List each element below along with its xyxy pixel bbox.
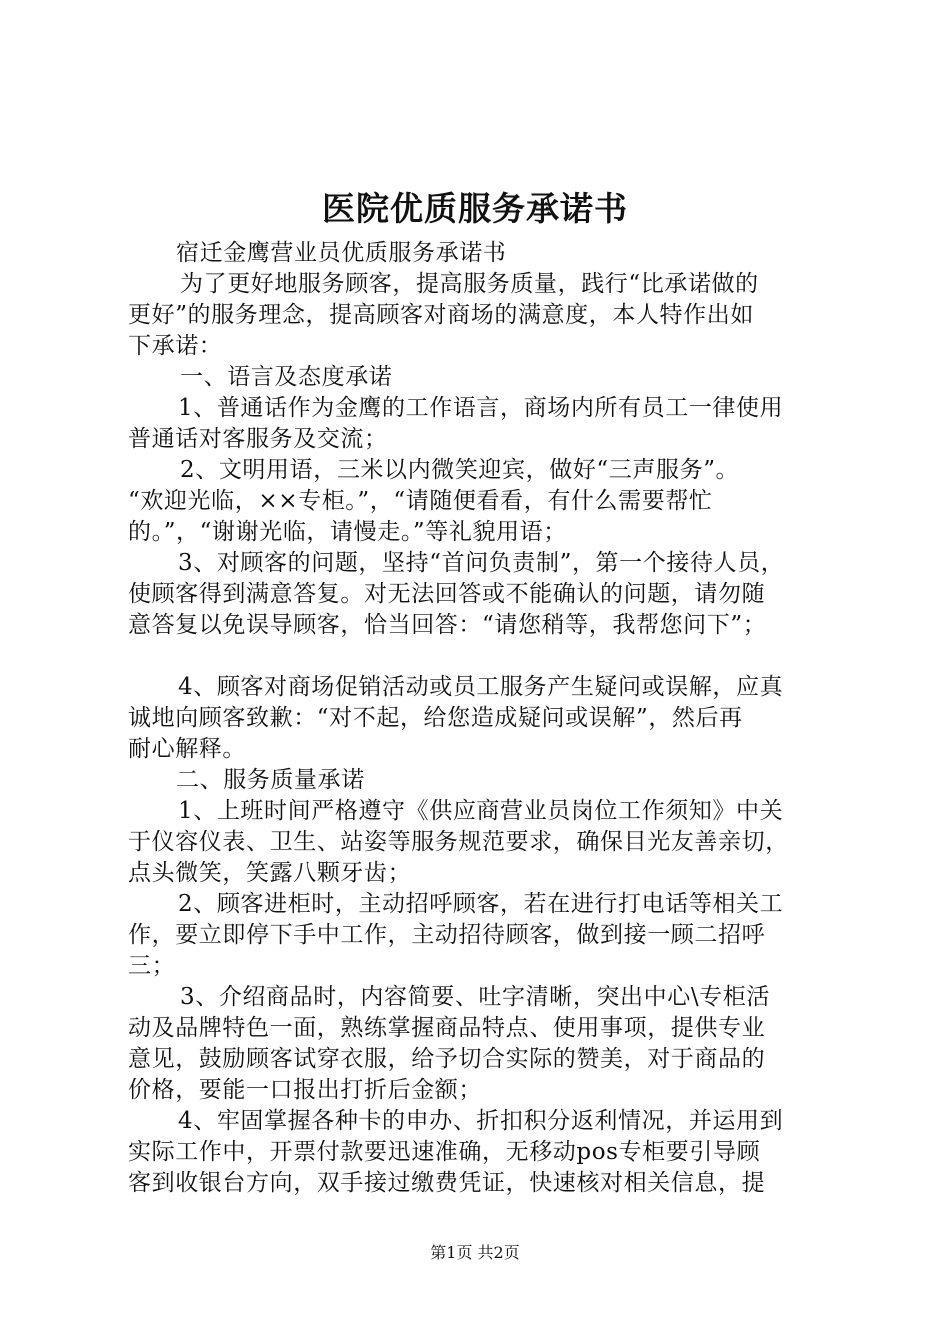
paragraph-line: 3、介绍商品时，内容简要、吐字清晰，突出中心\专柜活 — [180, 984, 770, 1010]
paragraph-line: 为了更好地服务顾客，提高服务质量，践行“比承诺做的 — [180, 271, 759, 297]
paragraph-line: 宿迁金鹰营业员优质服务承诺书 — [176, 240, 507, 266]
paragraph-line: 4、牢固掌握各种卡的申办、折扣积分返利情况，并运用到 — [178, 1108, 784, 1134]
paragraph-line: 1、普通话作为金鹰的工作语言，商场内所有员工一律使用 — [178, 395, 784, 421]
page-number: 第1页 共2页 — [430, 1243, 520, 1262]
paragraph-line: 实际工作中，开票付款要迅速准确，无移动pos专柜要引导顾 — [128, 1139, 761, 1165]
paragraph-line: 二、服务质量承诺 — [176, 767, 365, 793]
paragraph-line: 一、语言及态度承诺 — [180, 364, 393, 390]
paragraph-line: 客到收银台方向，双手接过缴费凭证，快速核对相关信息，提 — [128, 1170, 766, 1196]
paragraph-line: 2、顾客进柜时，主动招呼顾客，若在进行打电话等相关工 — [178, 891, 784, 917]
paragraph-line: 3、对顾客的问题，坚持“首问负责制”，第一个接待人员， — [178, 550, 785, 576]
blank-line — [128, 641, 833, 672]
paragraph-line: 的。”，“谢谢光临，请慢走。”等礼貌用语； — [128, 519, 567, 545]
paragraph-line: 使顾客得到满意答复。对无法回答或不能确认的问题，请勿随 — [128, 581, 766, 607]
paragraph-line: 4、顾客对商场促销活动或员工服务产生疑问或误解，应真 — [178, 674, 784, 700]
paragraph-line: “欢迎光临，××专柜。”，“请随便看看，有什么需要帮忙 — [128, 488, 713, 514]
document-body — [128, 238, 833, 1199]
paragraph-line: 价格，要能一口报出打折后金额； — [128, 1077, 482, 1103]
paragraph-line: 2、文明用语，三米以内微笑迎宾，做好“三声服务”。 — [180, 457, 740, 483]
paragraph-line: 更好”的服务理念，提高顾客对商场的满意度，本人特作出如 — [128, 302, 754, 328]
paragraph-line: 意答复以免误导顾客，恰当回答：“请您稍等，我帮您问下”； — [128, 612, 767, 638]
paragraph-line: 动及品牌特色一面，熟练掌握商品特点、使用事项，提供专业 — [128, 1015, 766, 1041]
paragraph-line: 三； — [128, 953, 176, 979]
paragraph-line: 点头微笑，笑露八颗牙齿； — [128, 860, 412, 886]
paragraph-line: 作，要立即停下手中工作，主动招待顾客，做到接一顾二招呼 — [128, 922, 766, 948]
paragraph-line: 普通话对客服务及交流； — [128, 426, 388, 452]
paragraph-line: 意见，鼓励顾客试穿衣服，给予切合实际的赞美，对于商品的 — [128, 1046, 766, 1072]
page-title: 医院优质服务承诺书 — [322, 189, 628, 228]
paragraph-line: 诚地向顾客致歉：“对不起，给您造成疑问或误解”，然后再 — [128, 705, 743, 731]
paragraph-line: 于仪容仪表、卫生、站姿等服务规范要求，确保目光友善亲切， — [128, 829, 789, 855]
paragraph-line: 下承诺： — [128, 333, 223, 359]
paragraph-line: 耐心解释。 — [128, 736, 246, 762]
paragraph-line: 1、上班时间严格遵守《供应商营业员岗位工作须知》中关 — [178, 798, 784, 824]
